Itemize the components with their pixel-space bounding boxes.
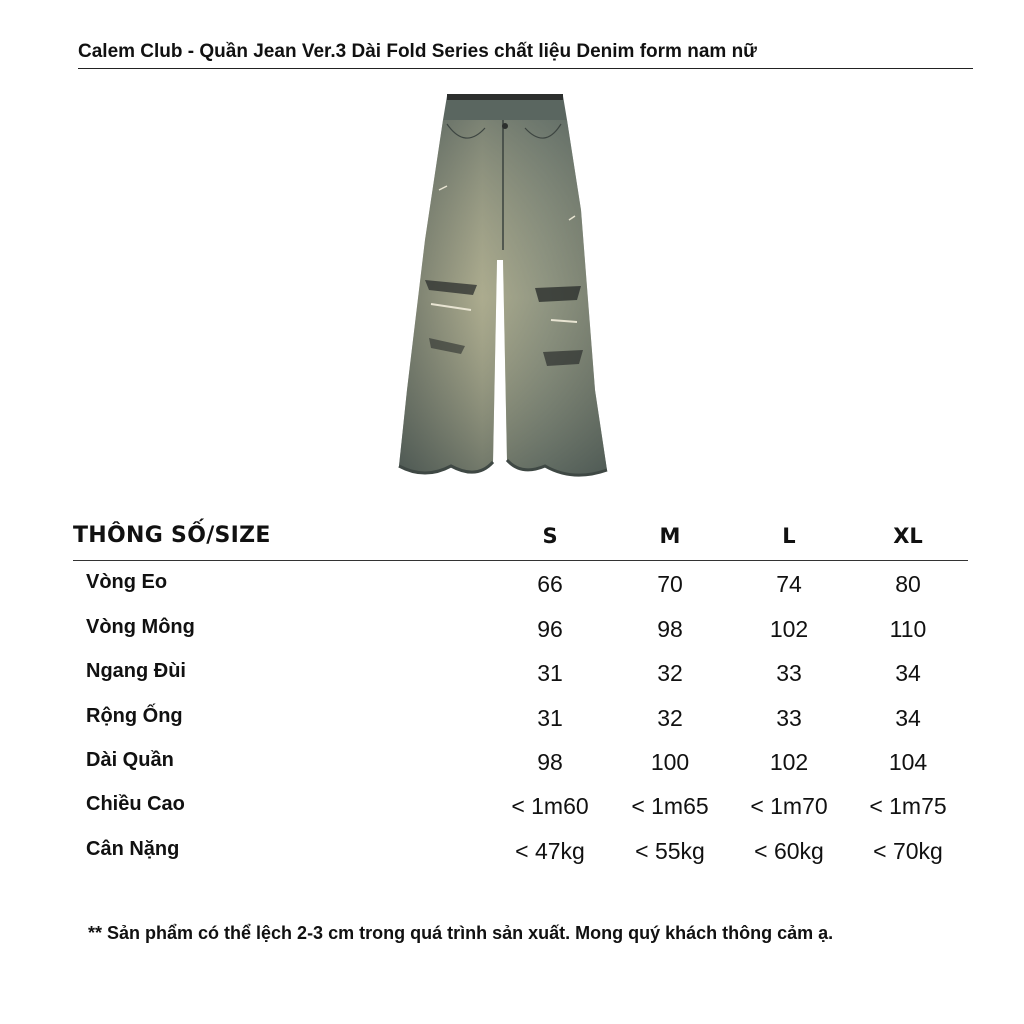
cell-l: 74 xyxy=(776,571,802,597)
size-column-l: L xyxy=(782,524,796,548)
cell-l: < 60kg xyxy=(754,838,824,864)
table-row xyxy=(73,705,968,749)
cell-l: < 1m70 xyxy=(750,793,828,819)
row-label: Dài Quần xyxy=(86,749,174,771)
cell-xl: 34 xyxy=(895,660,921,686)
table-row xyxy=(73,571,968,615)
row-label: Vòng Eo xyxy=(86,571,168,593)
size-column-m: M xyxy=(659,524,681,548)
cell-m: < 1m65 xyxy=(631,793,709,819)
cell-l: 102 xyxy=(769,616,809,642)
table-row xyxy=(73,793,968,837)
table-row xyxy=(73,838,968,882)
cell-xl: 34 xyxy=(895,705,921,731)
row-label: Ngang Đùi xyxy=(86,660,186,682)
cell-m: 32 xyxy=(657,705,683,731)
table-row xyxy=(73,660,968,704)
cell-xl: 80 xyxy=(895,571,921,597)
size-column-s: S xyxy=(542,524,558,548)
cell-m: 100 xyxy=(650,749,690,775)
table-row xyxy=(73,616,968,660)
row-label: Rộng Ống xyxy=(86,705,183,727)
cell-l: 33 xyxy=(776,705,802,731)
cell-s: 31 xyxy=(537,705,563,731)
table-row xyxy=(73,749,968,793)
cell-m: < 55kg xyxy=(635,838,705,864)
row-label: Chiều Cao xyxy=(86,793,185,815)
cell-s: 98 xyxy=(537,749,563,775)
cell-l: 33 xyxy=(776,660,802,686)
cell-xl: < 1m75 xyxy=(869,793,947,819)
product-image xyxy=(385,90,625,500)
cell-s: 31 xyxy=(537,660,563,686)
cell-s: 66 xyxy=(537,571,563,597)
cell-xl: 104 xyxy=(888,749,928,775)
row-label: Vòng Mông xyxy=(86,616,195,638)
cell-s: < 1m60 xyxy=(511,793,589,819)
row-label: Cân Nặng xyxy=(86,838,180,860)
cell-s: < 47kg xyxy=(515,838,585,864)
jeans-icon xyxy=(385,90,625,500)
cell-xl: 110 xyxy=(889,616,927,642)
size-column-xl: XL xyxy=(893,524,923,548)
cell-l: 102 xyxy=(769,749,809,775)
size-table-title: THÔNG SỐ/SIZE xyxy=(73,523,271,548)
size-table-header xyxy=(73,518,968,561)
cell-m: 98 xyxy=(657,616,683,642)
cell-m: 32 xyxy=(657,660,683,686)
cell-m: 70 xyxy=(657,571,683,597)
cell-xl: < 70kg xyxy=(873,838,943,864)
production-note: ** Sản phẩm có thể lệch 2-3 cm trong quá trình sản xuất. Mong quý khách thông cảm ạ. xyxy=(88,923,834,943)
page-title: Calem Club - Quần Jean Ver.3 Dài Fold Series chất liệu Denim form nam nữ xyxy=(78,40,973,69)
cell-s: 96 xyxy=(537,616,563,642)
